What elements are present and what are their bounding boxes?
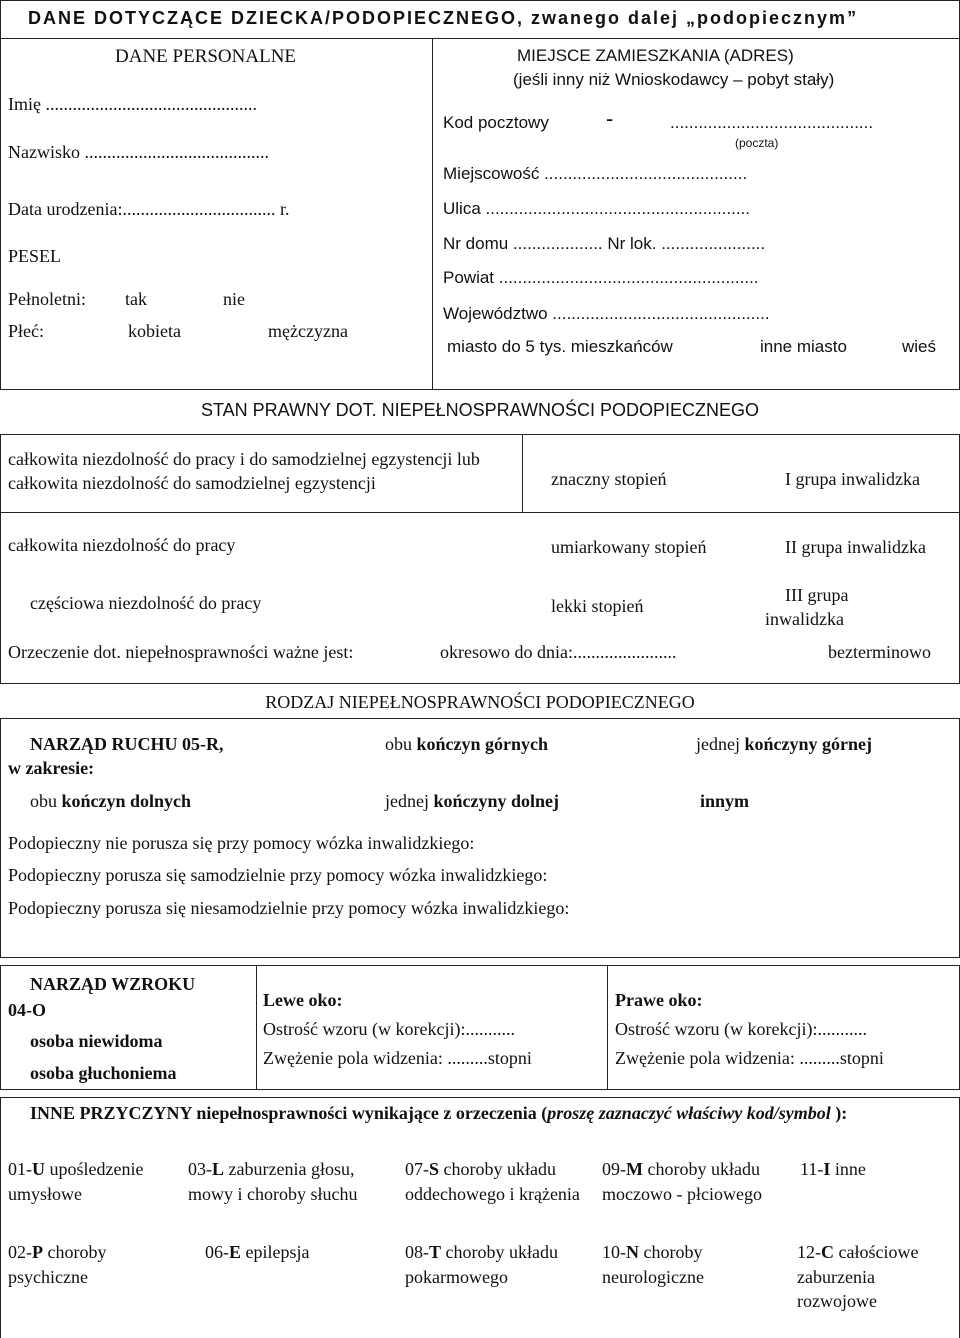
code-option-06E[interactable]	[205, 1240, 385, 1265]
code-number: 11-	[800, 1159, 824, 1179]
personal-heading: DANE PERSONALNE	[115, 46, 297, 67]
code-symbol: M	[626, 1159, 643, 1179]
osoba-niewidoma-option[interactable]: osoba niewidoma	[30, 1031, 163, 1051]
prawe-ostrosc-field[interactable]: Ostrość wzoru (w korekcji):...........	[615, 1019, 867, 1039]
innym-option[interactable]: innym	[700, 791, 750, 811]
pelnoletni-label: Pełnoletni:	[8, 289, 86, 309]
code-description: upośledzenie umysłowe	[8, 1159, 144, 1204]
code-symbol: S	[429, 1159, 440, 1179]
narzad-wzroku-label: NARZĄD WZROKU	[30, 974, 196, 994]
code-option-12C[interactable]	[797, 1240, 937, 1314]
code-number: 07-	[405, 1159, 429, 1179]
row3-desc: częściowa niezdolność do pracy	[30, 593, 262, 613]
code-description: choroby układu pokarmowego	[405, 1242, 558, 1287]
code-number: 03-	[188, 1159, 212, 1179]
kod-dash: -	[606, 106, 614, 131]
code-symbol: E	[229, 1242, 242, 1262]
pesel-field[interactable]: PESEL	[8, 246, 62, 266]
grupa3-option-line2[interactable]: inwalidzka	[765, 609, 844, 629]
powiat-field[interactable]: Powiat .......................................................	[443, 268, 759, 287]
grupa1-option[interactable]: I grupa inwalidzka	[785, 469, 920, 489]
obu-konczyn-gornych-option[interactable]: obu kończyn górnych	[385, 734, 549, 754]
plec-kobieta-option[interactable]: kobieta	[128, 321, 181, 341]
inne-heading: INNE PRZYCZYNY niepełnosprawności wynikające z orzeczenia (proszę zaznaczyć właściwy kod/symbol ):	[30, 1103, 848, 1123]
pelnoletni-tak-option[interactable]: tak	[125, 289, 147, 309]
data-urodzenia-field[interactable]: Data urodzenia:.................................. r.	[8, 199, 290, 219]
wzrok-divider-1	[256, 965, 257, 1090]
code-description: epilepsja	[241, 1242, 310, 1262]
orzeczenie-label: Orzeczenie dot. niepełnosprawności ważne jest:	[8, 642, 354, 662]
code-description: inne	[830, 1159, 866, 1179]
kod-pocztowy-label: Kod pocztowy	[443, 113, 549, 132]
stan-divider	[522, 434, 523, 512]
code-description: choroby układu oddechowego i krążenia	[405, 1159, 580, 1204]
miasto5-option[interactable]: miasto do 5 tys. mieszkańców	[447, 337, 673, 356]
w-zakresie-label: w zakresie:	[8, 758, 95, 778]
pelnoletni-nie-option[interactable]: nie	[223, 289, 245, 309]
bezterminowo-option[interactable]: bezterminowo	[828, 642, 931, 662]
nazwisko-field[interactable]: Nazwisko .........................................	[8, 142, 269, 162]
grupa3-option-line1[interactable]: III grupa	[785, 585, 849, 605]
osoba-gluchoniema-option[interactable]: osoba głuchoniema	[30, 1063, 177, 1083]
wozek-samodzielnie-option[interactable]: Podopieczny porusza się samodzielnie przy pomocy wózka inwalidzkiego:	[8, 865, 548, 885]
address-subheading: (jeśli inny niż Wnioskodawcy – pobyt stały)	[513, 70, 835, 89]
poczta-field[interactable]: ...........................................	[670, 113, 874, 132]
narzad-wzroku-code: 04-O	[8, 1000, 46, 1020]
lewe-ostrosc-field[interactable]: Ostrość wzoru (w korekcji):...........	[263, 1019, 515, 1039]
code-symbol: C	[821, 1242, 834, 1262]
wozek-nie-option[interactable]: Podopieczny nie porusza się przy pomocy wózka inwalidzkiego:	[8, 833, 475, 853]
grupa2-option[interactable]: II grupa inwalidzka	[785, 537, 926, 557]
code-option-11I[interactable]	[800, 1157, 940, 1182]
row2-desc: całkowita niezdolność do pracy	[8, 535, 236, 555]
lewe-zwezenie-field[interactable]: Zwężenie pola widzenia: .........stopni	[263, 1048, 532, 1068]
jednej-konczyny-gornej-option[interactable]: jednej kończyny górnej	[696, 734, 872, 754]
code-description: całościowe zaburzenia rozwojowe	[797, 1242, 919, 1311]
code-symbol: L	[212, 1159, 225, 1179]
code-option-02P[interactable]	[8, 1240, 148, 1289]
okresowo-option[interactable]: okresowo do dnia:.......................	[440, 642, 677, 662]
code-symbol: N	[626, 1242, 639, 1262]
code-option-10N[interactable]	[602, 1240, 782, 1289]
plec-label: Płeć:	[8, 321, 44, 341]
code-symbol: T	[429, 1242, 442, 1262]
code-symbol: I	[823, 1159, 831, 1179]
code-description: choroby neurologiczne	[602, 1242, 704, 1287]
code-option-07S[interactable]	[405, 1157, 595, 1206]
code-description: zaburzenia głosu, mowy i choroby słuchu	[188, 1159, 358, 1204]
lekki-stopien-option[interactable]: lekki stopień	[551, 596, 644, 616]
wzrok-divider-2	[607, 965, 608, 1090]
code-number: 09-	[602, 1159, 626, 1179]
wozek-niesamodzielnie-option[interactable]: Podopieczny porusza się niesamodzielnie przy pomocy wózka inwalidzkiego:	[8, 898, 570, 918]
column-divider	[432, 38, 433, 390]
lewe-oko-label: Lewe oko:	[263, 990, 343, 1010]
code-number: 12-	[797, 1242, 821, 1262]
row1-desc: całkowita niezdolność do pracy i do samodzielnej egzystencji lub całkowita niezdolność do samodzielnej egzystencji	[8, 449, 480, 493]
stan-row-divider	[0, 512, 960, 513]
rodzaj-heading: RODZAJ NIEPEŁNOSPRAWNOŚCI PODOPIECZNEGO	[265, 692, 695, 712]
wojewodztwo-field[interactable]: Województwo ..............................................	[443, 304, 770, 323]
znaczny-stopien-option[interactable]: znaczny stopień	[551, 469, 667, 489]
code-number: 01-	[8, 1159, 32, 1179]
umiarkowany-stopien-option[interactable]: umiarkowany stopień	[551, 537, 707, 557]
code-option-08T[interactable]	[405, 1240, 595, 1289]
code-symbol: P	[32, 1242, 43, 1262]
ulica-field[interactable]: Ulica ........................................................	[443, 199, 751, 218]
wies-option[interactable]: wieś	[902, 337, 937, 356]
section-title: DANE DOTYCZĄCE DZIECKA/PODOPIECZNEGO, zwanego dalej „podopiecznym”	[28, 8, 859, 28]
code-description: choroby psychiczne	[8, 1242, 107, 1287]
plec-mezczyzna-option[interactable]: mężczyzna	[268, 321, 348, 341]
obu-konczyn-dolnych-option[interactable]: obu kończyn dolnych	[30, 791, 192, 811]
prawe-zwezenie-field[interactable]: Zwężenie pola widzenia: .........stopni	[615, 1048, 884, 1068]
jednej-konczyny-dolnej-option[interactable]: jednej kończyny dolnej	[385, 791, 560, 811]
miejscowosc-field[interactable]: Miejscowość ...........................................	[443, 164, 748, 183]
narzad-ruchu-label: NARZĄD RUCHU 05-R,	[30, 734, 224, 754]
prawe-oko-label: Prawe oko:	[615, 990, 703, 1010]
stan-prawny-heading: STAN PRAWNY DOT. NIEPEŁNOSPRAWNOŚCI PODOPIECZNEGO	[200, 400, 760, 420]
imie-field[interactable]: Imię ...............................................	[8, 94, 257, 114]
code-option-01U[interactable]	[8, 1157, 148, 1206]
address-heading: MIEJSCE ZAMIESZKANIA (ADRES)	[517, 46, 794, 65]
code-symbol: U	[32, 1159, 45, 1179]
code-number: 10-	[602, 1242, 626, 1262]
inne-miasto-option[interactable]: inne miasto	[760, 337, 847, 356]
code-number: 08-	[405, 1242, 429, 1262]
code-option-09M[interactable]	[602, 1157, 782, 1206]
code-number: 02-	[8, 1242, 32, 1262]
code-description: choroby układu moczowo - płciowego	[602, 1159, 762, 1204]
poczta-caption: (poczta)	[735, 136, 779, 150]
title-underline	[0, 38, 960, 39]
nr-domu-field[interactable]: Nr domu ................... Nr lok. ......................	[443, 234, 766, 253]
code-number: 06-	[205, 1242, 229, 1262]
code-option-03L[interactable]	[188, 1157, 393, 1206]
